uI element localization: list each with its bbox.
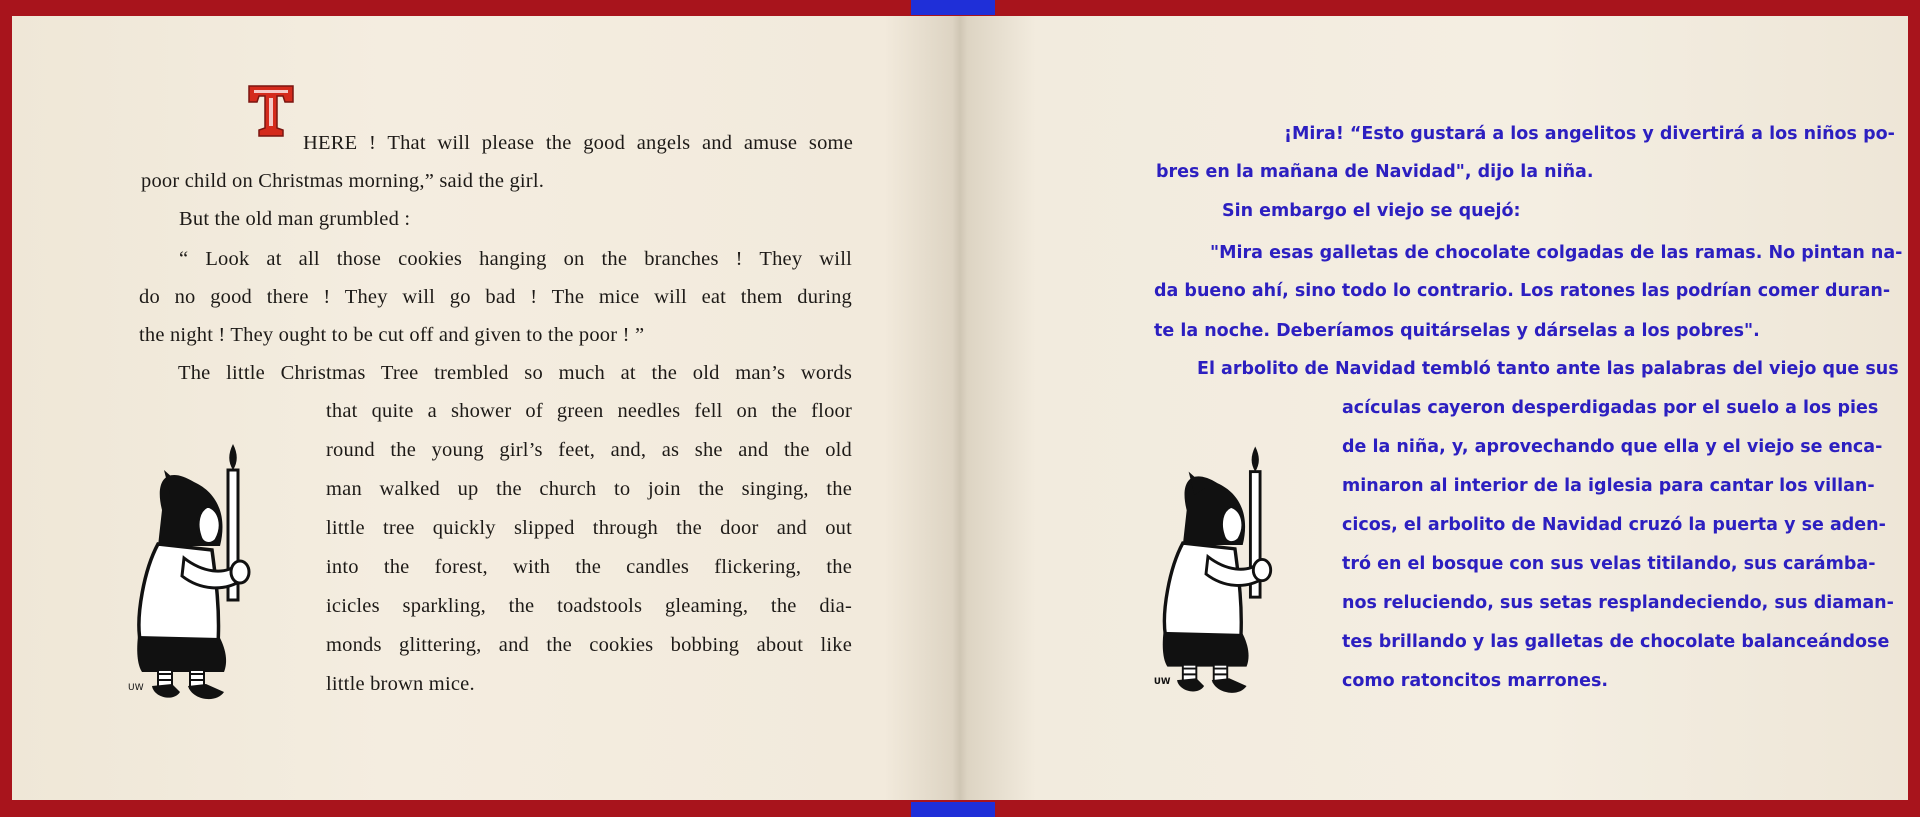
text-line: monds glittering, and the cookies bobbing about like [326,634,852,656]
text-line: man walked up the church to join the singing, the [326,478,852,500]
book-spread [12,16,1908,800]
illustrator-signature: UW [128,683,144,693]
text-line: como ratoncitos marrones. [1342,671,1609,691]
text-line: do no good there ! They will go bad ! The mice will eat them during [139,286,852,308]
text-line: But the old man grumbled : [179,208,411,230]
text-line: the night ! They ought to be cut off and given to the poor ! ” [139,324,645,346]
spanish-page [960,16,1908,800]
bottom-binding-tab [911,802,995,817]
child-with-candle-icon [124,440,269,710]
text-line: little brown mice. [326,673,475,695]
child-with-candle-icon [1150,442,1290,704]
english-page [12,16,960,800]
text-line: HERE ! That will please the good angels and amuse some [303,132,853,154]
text-line: de la niña, y, aprovechando que ella y el viejo se enca- [1342,437,1883,457]
svg-text:T: T [270,114,272,115]
text-line: round the young girl’s feet, and, as she and the old [326,439,852,461]
text-line: nos reluciendo, sus setas resplandeciendo, sus diaman- [1342,593,1894,613]
text-line: minaron al interior de la iglesia para cantar los villan- [1342,476,1875,496]
illustrator-signature: UW [1153,677,1171,688]
top-binding-tab [911,0,995,15]
text-line: bres en la mañana de Navidad", dijo la niña. [1156,162,1594,182]
text-line: poor child on Christmas morning,” said the girl. [141,170,545,192]
text-line: icicles sparkling, the toadstools gleaming, the dia- [326,595,852,617]
text-line: The little Christmas Tree trembled so much at the old man’s words [178,362,852,384]
text-line: te la noche. Deberíamos quitárselas y dárselas a los pobres". [1154,321,1760,341]
text-line: Sin embargo el viejo se quejó: [1222,201,1521,221]
text-line: “ Look at all those cookies hanging on the branches ! They will [179,248,852,270]
text-line: into the forest, with the candles flickering, the [326,556,852,578]
text-line: acículas cayeron desperdigadas por el suelo a los pies [1342,398,1879,418]
text-line: cicos, el arbolito de Navidad cruzó la puerta y se aden- [1342,515,1886,535]
text-line: ¡Mira! “Esto gustará a los angelitos y divertirá a los niños po- [1284,124,1895,144]
text-line: that quite a shower of green needles fell on the floor [326,400,852,422]
drop-cap-t [245,84,297,138]
text-line: little tree quickly slipped through the door and out [326,517,852,539]
text-line: El arbolito de Navidad tembló tanto ante las palabras del viejo que sus [1197,359,1899,379]
text-line: da bueno ahí, sino todo lo contrario. Los ratones las podrían comer duran- [1154,281,1891,301]
text-line: tes brillando y las galletas de chocolate balanceándose [1342,632,1890,652]
text-line: "Mira esas galletas de chocolate colgadas de las ramas. No pintan na- [1210,243,1903,263]
text-line: tró en el bosque con sus velas titilando, sus carámba- [1342,554,1876,574]
